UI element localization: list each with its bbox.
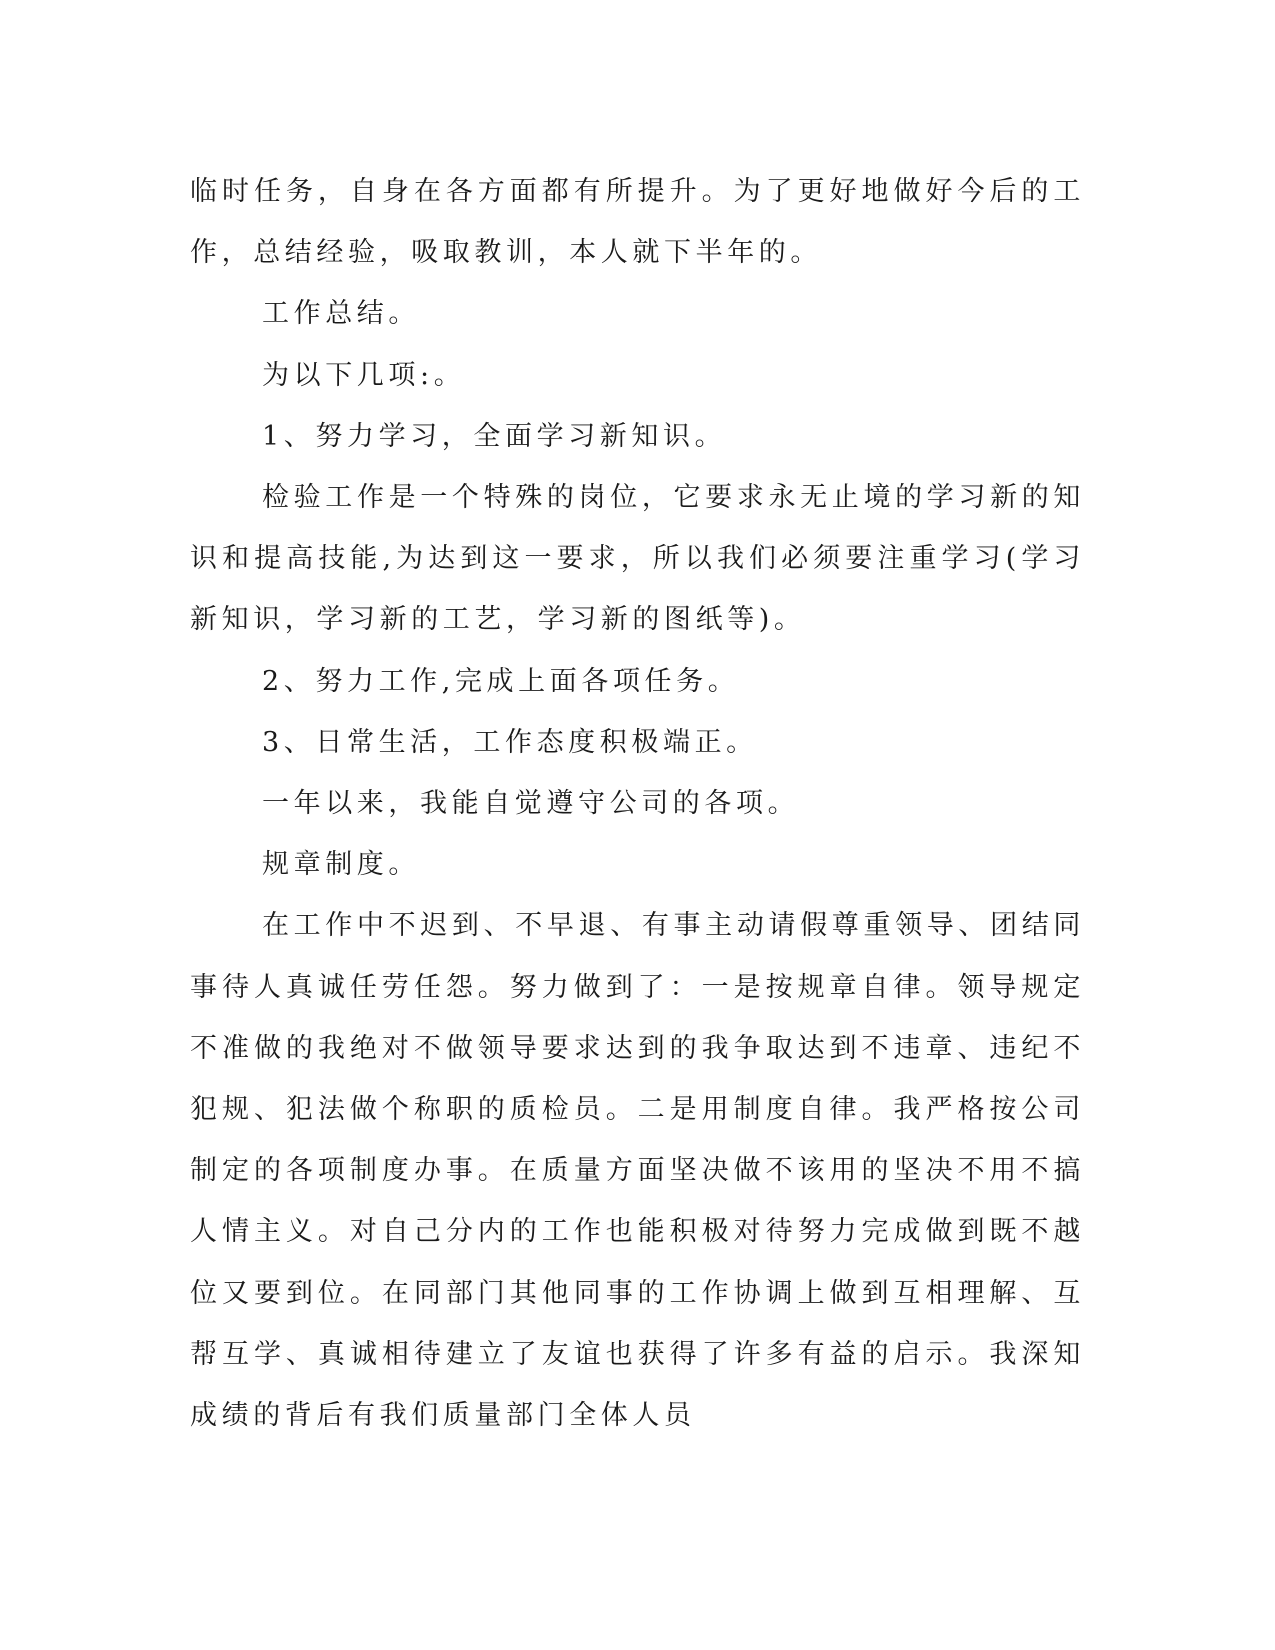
paragraph-rules: 规章制度。: [262, 849, 420, 881]
paragraph-work-summary: 工作总结。: [262, 298, 420, 330]
paragraph-continuation: 临时任务，自身在各方面都有所提升。为了更好地做好今后的工作，总结经验，吸取教训，本人就下半年的。: [190, 176, 1085, 269]
list-item-2-heading: 2、努力工作,完成上面各项任务。: [262, 665, 740, 697]
list-item-1-heading: 1、努力学习，全面学习新知识。: [262, 420, 727, 452]
paragraph-items-intro: 为以下几项:。: [262, 359, 466, 391]
list-item-3-heading: 3、日常生活，工作态度积极端正。: [262, 726, 758, 758]
paragraph-year-compliance: 一年以来，我能自觉遵守公司的各项。: [262, 788, 800, 820]
document-body: [190, 161, 1085, 1446]
paragraph-work-conduct: 在工作中不迟到、不早退、有事主动请假尊重领导、团结同事待人真诚任劳任怨。努力做到了：一是按规章自律。领导规定不准做的我绝对不做领导要求达到的我争取达到不违章、违纪不犯规、犯法做个称职的质检员。二是用制度自律。我严格按公司制定的各项制度办事。在质量方面坚决做不该用的坚决不用不搞人情主义。对自己分内的工作也能积极对待努力完成做到既不越位又要到位。在同部门其他同事的工作协调上做到互相理解、互帮互学、真诚相待建立了友谊也获得了许多有益的启示。我深知成绩的背后有我们质量部门全体人员: [190, 910, 1085, 1432]
paragraph-inspection-study: 检验工作是一个特殊的岗位，它要求永无止境的学习新的知识和提高技能,为达到这一要求，所以我们必须要注重学习(学习新知识，学习新的工艺，学习新的图纸等)。: [190, 482, 1085, 636]
